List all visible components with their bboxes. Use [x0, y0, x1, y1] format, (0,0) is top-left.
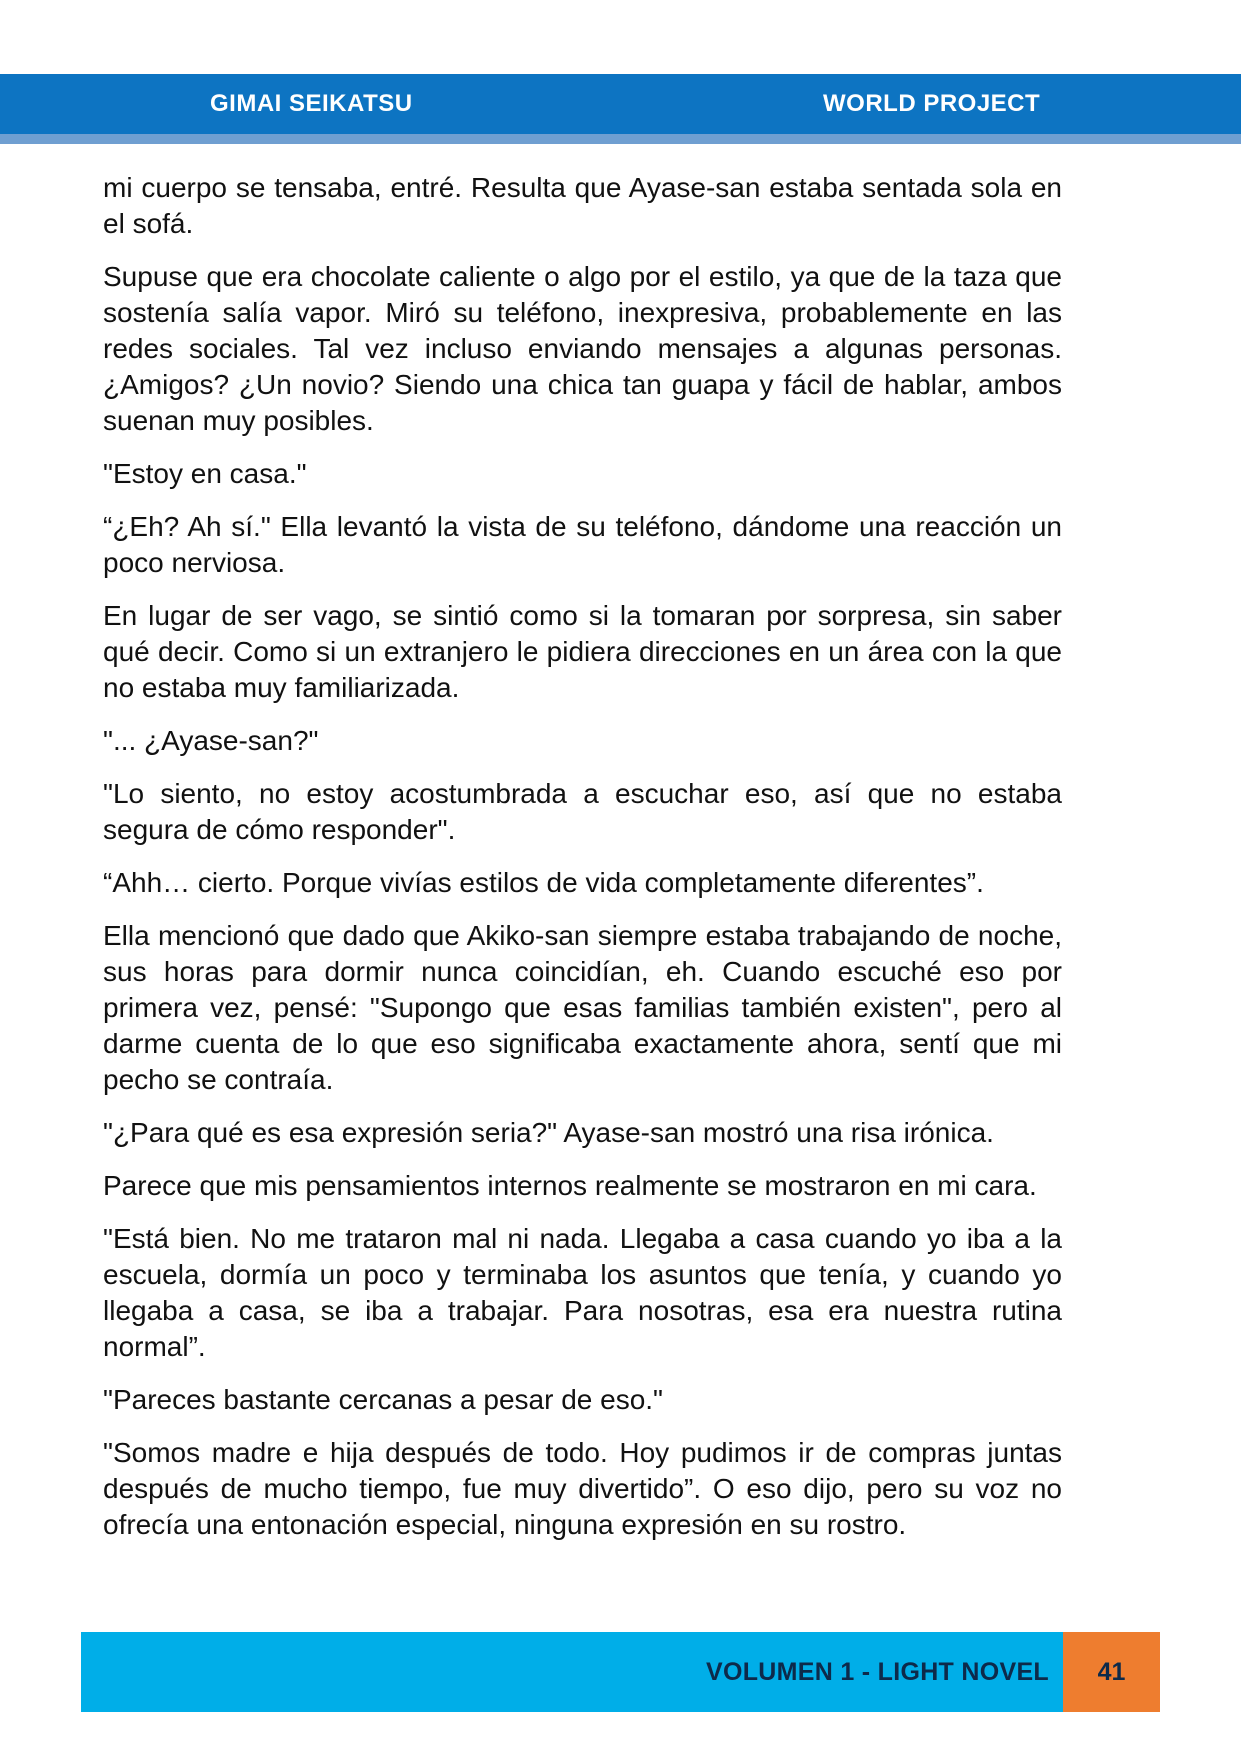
footer-volume-label: VOLUMEN 1 - LIGHT NOVEL [705, 1658, 1049, 1686]
header-group-name: WORLD PROJECT [823, 90, 1041, 117]
paragraph: En lugar de ser vago, se sintió como si la tomaran por sorpresa, sin saber qué decir. Como si un extranjero le pidiera direcciones en un área con la que no estaba muy familiarizada. [103, 600, 1062, 703]
paragraph: "Somos madre e hija después de todo. Hoy pudimos ir de compras juntas después de mucho tiempo, fue muy divertido”. O eso dijo, pero su voz no ofrecía una entonación especial, ninguna expresión en su rostro. [103, 1437, 1062, 1540]
page-header [0, 74, 1241, 134]
paragraph: "Lo siento, no estoy acostumbrada a escuchar eso, así que no estaba segura de cómo responder". [103, 778, 1062, 845]
paragraph: "Está bien. No me trataron mal ni nada. Llegaba a casa cuando yo iba a la escuela, dormía un poco y terminaba los asuntos que tenía, y cuando yo llegaba a casa, se iba a trabajar. Para nosotras, esa era nuestra rutina normal”. [103, 1223, 1062, 1362]
paragraph: "¿Para qué es esa expresión seria?" Ayase-san mostró una risa irónica. [103, 1117, 994, 1148]
header-stripe [0, 134, 1241, 144]
paragraph: "... ¿Ayase-san?" [103, 725, 319, 756]
paragraph: Parece que mis pensamientos internos realmente se mostraron en mi cara. [103, 1170, 1037, 1201]
paragraph: mi cuerpo se tensaba, entré. Resulta que Ayase-san estaba sentada sola en el sofá. [103, 172, 1062, 239]
header-series-title: GIMAI SEIKATSU [210, 90, 413, 117]
paragraph: “Ahh… cierto. Porque vivías estilos de vida completamente diferentes”. [103, 867, 984, 898]
paragraph: “¿Eh? Ah sí." Ella levantó la vista de su teléfono, dándome una reacción un poco nerviosa. [103, 511, 1062, 578]
page-body [103, 170, 1062, 1560]
paragraph: Supuse que era chocolate caliente o algo por el estilo, ya que de la taza que sostenía salía vapor. Miró su teléfono, inexpresiva, probablemente en las redes sociales. Tal vez incluso enviando mensajes a algunas personas. ¿Amigos? ¿Un novio? Siendo una chica tan guapa y fácil de hablar, ambos suenan muy posibles. [103, 261, 1062, 436]
page-number: 41 [1097, 1658, 1126, 1686]
paragraph: Ella mencionó que dado que Akiko-san siempre estaba trabajando de noche, sus horas para dormir nunca coincidían, eh. Cuando escuché eso por primera vez, pensé: "Supongo que esas familias también existen", pero al darme cuenta de lo que eso significaba exactamente ahora, sentí que mi pecho se contraía. [103, 920, 1062, 1095]
paragraph: "Estoy en casa." [103, 458, 307, 489]
page-footer [81, 1632, 1063, 1712]
page-number-box [1063, 1632, 1160, 1712]
paragraph: "Pareces bastante cercanas a pesar de eso." [103, 1384, 663, 1415]
